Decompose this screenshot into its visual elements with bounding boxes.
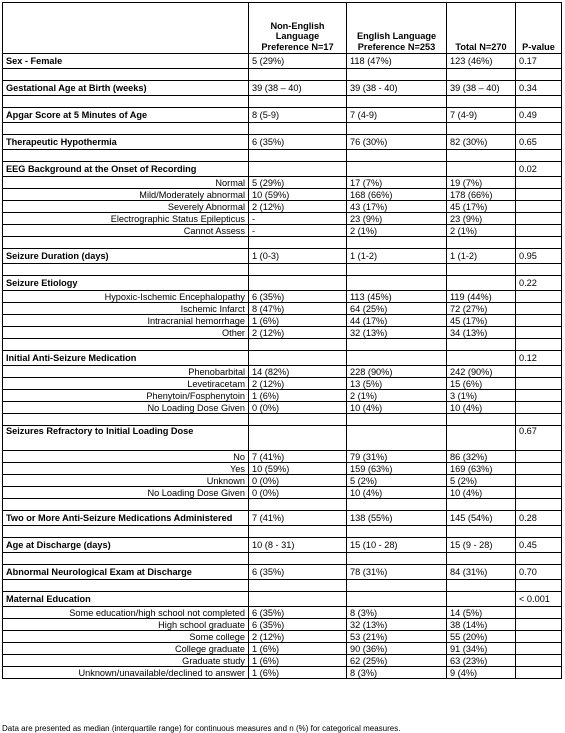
row-label: No Loading Dose Given (3, 402, 249, 414)
empty-cell (447, 96, 516, 108)
empty-cell (347, 499, 447, 511)
english-value: 39 (38 - 40) (347, 81, 447, 96)
p-value (516, 315, 562, 327)
spacer-row (3, 264, 562, 276)
english-value: 10 (4%) (347, 487, 447, 499)
non-english-value: 7 (41%) (249, 511, 347, 526)
total-value: 15 (9 - 28) (447, 538, 516, 553)
non-english-value: 1 (6%) (249, 655, 347, 667)
table-row (3, 162, 562, 177)
non-english-value: 14 (82%) (249, 366, 347, 378)
total-value: 2 (1%) (447, 225, 516, 237)
p-value: 0.67 (516, 426, 562, 451)
row-label: Seizure Duration (days) (3, 249, 249, 264)
p-value (516, 402, 562, 414)
table-container (2, 2, 562, 679)
table-row (3, 619, 562, 631)
empty-cell (3, 499, 249, 511)
row-label: Phenobarbital (3, 366, 249, 378)
total-value: 178 (66%) (447, 189, 516, 201)
header-row (3, 3, 562, 54)
table-row (3, 475, 562, 487)
empty-cell (447, 580, 516, 592)
table-row (3, 303, 562, 315)
p-value: 0.28 (516, 511, 562, 526)
header-non-english: Non-English Language Preference N=17 (249, 3, 347, 54)
english-value: 2 (1%) (347, 225, 447, 237)
empty-cell (3, 580, 249, 592)
non-english-value: 5 (29%) (249, 54, 347, 69)
empty-cell (516, 580, 562, 592)
total-value: 10 (4%) (447, 487, 516, 499)
non-english-value: 6 (35%) (249, 619, 347, 631)
table-row (3, 463, 562, 475)
english-value: 159 (63%) (347, 463, 447, 475)
row-label: Initial Anti-Seizure Medication (3, 351, 249, 366)
english-value: 8 (3%) (347, 667, 447, 679)
english-value: 118 (47%) (347, 54, 447, 69)
row-label: Normal (3, 177, 249, 189)
demographics-table (2, 2, 562, 679)
empty-cell (347, 339, 447, 351)
p-value: 0.70 (516, 565, 562, 580)
empty-cell (3, 96, 249, 108)
non-english-value: 2 (12%) (249, 378, 347, 390)
table-row (3, 451, 562, 463)
row-label: Seizures Refractory to Initial Loading Dose (3, 426, 249, 451)
total-value: 3 (1%) (447, 390, 516, 402)
english-value: 79 (31%) (347, 451, 447, 463)
row-label: Apgar Score at 5 Minutes of Age (3, 108, 249, 123)
non-english-value: 10 (8 - 31) (249, 538, 347, 553)
table-row (3, 351, 562, 366)
english-value (347, 592, 447, 607)
english-value (347, 276, 447, 291)
table-row (3, 366, 562, 378)
p-value (516, 225, 562, 237)
english-value: 113 (45%) (347, 291, 447, 303)
p-value (516, 487, 562, 499)
non-english-value: 2 (12%) (249, 631, 347, 643)
total-value: 34 (13%) (447, 327, 516, 339)
english-value: 64 (25%) (347, 303, 447, 315)
spacer-row (3, 237, 562, 249)
non-english-value: 2 (12%) (249, 327, 347, 339)
english-value: 8 (3%) (347, 607, 447, 619)
non-english-value: 5 (29%) (249, 177, 347, 189)
p-value (516, 390, 562, 402)
empty-cell (3, 526, 249, 538)
empty-cell (516, 123, 562, 135)
table-row (3, 631, 562, 643)
row-label: College graduate (3, 643, 249, 655)
table-row (3, 54, 562, 69)
table-row (3, 643, 562, 655)
row-label: Other (3, 327, 249, 339)
table-row (3, 511, 562, 526)
spacer-row (3, 499, 562, 511)
non-english-value (249, 426, 347, 451)
spacer-row (3, 526, 562, 538)
english-value: 90 (36%) (347, 643, 447, 655)
empty-cell (347, 553, 447, 565)
empty-cell (516, 414, 562, 426)
table-row (3, 225, 562, 237)
spacer-row (3, 580, 562, 592)
p-value: 0.95 (516, 249, 562, 264)
english-value: 7 (4-9) (347, 108, 447, 123)
row-label: Unknown/unavailable/declined to answer (3, 667, 249, 679)
non-english-value (249, 592, 347, 607)
p-value (516, 378, 562, 390)
empty-cell (516, 69, 562, 81)
empty-cell (3, 264, 249, 276)
english-value: 76 (30%) (347, 135, 447, 150)
table-row (3, 402, 562, 414)
empty-cell (347, 96, 447, 108)
table-row (3, 81, 562, 96)
empty-cell (447, 237, 516, 249)
spacer-row (3, 96, 562, 108)
non-english-value: 8 (5-9) (249, 108, 347, 123)
p-value (516, 475, 562, 487)
empty-cell (249, 526, 347, 538)
row-label: Gestational Age at Birth (weeks) (3, 81, 249, 96)
row-label: Intracranial hemorrhage (3, 315, 249, 327)
row-label: Some education/high school not completed (3, 607, 249, 619)
empty-cell (3, 150, 249, 162)
empty-cell (249, 96, 347, 108)
total-value: 9 (4%) (447, 667, 516, 679)
spacer-row (3, 553, 562, 565)
empty-cell (516, 150, 562, 162)
english-value: 32 (13%) (347, 619, 447, 631)
p-value (516, 619, 562, 631)
table-row (3, 291, 562, 303)
empty-cell (347, 414, 447, 426)
row-label: Hypoxic-Ischemic Encephalopathy (3, 291, 249, 303)
table-row (3, 108, 562, 123)
table-row (3, 426, 562, 451)
empty-cell (3, 339, 249, 351)
total-value: 14 (5%) (447, 607, 516, 619)
table-row (3, 538, 562, 553)
row-label: Severely Abnormal (3, 201, 249, 213)
row-label: Sex - Female (3, 54, 249, 69)
row-label: Two or More Anti-Seizure Medications Administered (3, 511, 249, 526)
english-value: 228 (90%) (347, 366, 447, 378)
empty-cell (3, 237, 249, 249)
non-english-value (249, 276, 347, 291)
row-label: Unknown (3, 475, 249, 487)
empty-cell (249, 580, 347, 592)
table-row (3, 327, 562, 339)
english-value: 13 (5%) (347, 378, 447, 390)
p-value: 0.49 (516, 108, 562, 123)
empty-cell (516, 339, 562, 351)
non-english-value (249, 351, 347, 366)
p-value: 0.22 (516, 276, 562, 291)
empty-cell (249, 150, 347, 162)
table-row (3, 249, 562, 264)
english-value: 2 (1%) (347, 390, 447, 402)
p-value (516, 201, 562, 213)
empty-cell (3, 414, 249, 426)
english-value: 62 (25%) (347, 655, 447, 667)
table-row (3, 390, 562, 402)
non-english-value: 7 (41%) (249, 451, 347, 463)
total-value: 119 (44%) (447, 291, 516, 303)
empty-cell (249, 237, 347, 249)
total-value (447, 276, 516, 291)
total-value: 145 (54%) (447, 511, 516, 526)
p-value (516, 327, 562, 339)
english-value: 5 (2%) (347, 475, 447, 487)
empty-cell (347, 123, 447, 135)
total-value: 38 (14%) (447, 619, 516, 631)
spacer-row (3, 339, 562, 351)
non-english-value: 1 (6%) (249, 390, 347, 402)
empty-cell (249, 264, 347, 276)
row-label: Phenytoin/Fosphenytoin (3, 390, 249, 402)
row-label: Mild/Moderately abnormal (3, 189, 249, 201)
p-value (516, 303, 562, 315)
english-value: 168 (66%) (347, 189, 447, 201)
row-label: High school graduate (3, 619, 249, 631)
total-value: 10 (4%) (447, 402, 516, 414)
total-value: 1 (1-2) (447, 249, 516, 264)
empty-cell (516, 499, 562, 511)
row-label: Abnormal Neurological Exam at Discharge (3, 565, 249, 580)
english-value: 53 (21%) (347, 631, 447, 643)
empty-cell (249, 553, 347, 565)
table-row (3, 607, 562, 619)
total-value: 169 (63%) (447, 463, 516, 475)
row-label: Age at Discharge (days) (3, 538, 249, 553)
non-english-value: 1 (6%) (249, 315, 347, 327)
p-value: < 0.001 (516, 592, 562, 607)
non-english-value: - (249, 213, 347, 225)
empty-cell (447, 499, 516, 511)
row-label: Levetiracetam (3, 378, 249, 390)
english-value: 78 (31%) (347, 565, 447, 580)
row-label: Therapeutic Hypothermia (3, 135, 249, 150)
empty-cell (447, 264, 516, 276)
empty-cell (447, 553, 516, 565)
row-label: Cannot Assess (3, 225, 249, 237)
empty-cell (249, 414, 347, 426)
row-label: Yes (3, 463, 249, 475)
table-row (3, 177, 562, 189)
total-value: 63 (23%) (447, 655, 516, 667)
non-english-value (249, 162, 347, 177)
non-english-value: 6 (35%) (249, 607, 347, 619)
total-value: 242 (90%) (447, 366, 516, 378)
english-value: 10 (4%) (347, 402, 447, 414)
non-english-value: - (249, 225, 347, 237)
empty-cell (447, 150, 516, 162)
empty-cell (447, 414, 516, 426)
table-row (3, 667, 562, 679)
spacer-row (3, 69, 562, 81)
row-label: No (3, 451, 249, 463)
total-value (447, 592, 516, 607)
english-value (347, 351, 447, 366)
english-value: 1 (1-2) (347, 249, 447, 264)
table-row (3, 213, 562, 225)
p-value: 0.65 (516, 135, 562, 150)
total-value: 19 (7%) (447, 177, 516, 189)
non-english-value: 10 (59%) (249, 189, 347, 201)
total-value: 7 (4-9) (447, 108, 516, 123)
non-english-value: 6 (35%) (249, 135, 347, 150)
p-value (516, 631, 562, 643)
empty-cell (516, 96, 562, 108)
empty-cell (347, 150, 447, 162)
p-value (516, 667, 562, 679)
non-english-value: 8 (47%) (249, 303, 347, 315)
english-value: 44 (17%) (347, 315, 447, 327)
empty-cell (347, 69, 447, 81)
non-english-value: 10 (59%) (249, 463, 347, 475)
empty-cell (447, 123, 516, 135)
table-row (3, 378, 562, 390)
table-row (3, 592, 562, 607)
empty-cell (249, 339, 347, 351)
row-label: Some college (3, 631, 249, 643)
empty-cell (447, 526, 516, 538)
non-english-value: 1 (6%) (249, 667, 347, 679)
english-value: 138 (55%) (347, 511, 447, 526)
english-value (347, 162, 447, 177)
total-value: 82 (30%) (447, 135, 516, 150)
non-english-value: 6 (35%) (249, 565, 347, 580)
total-value: 5 (2%) (447, 475, 516, 487)
total-value (447, 351, 516, 366)
table-row (3, 276, 562, 291)
english-value: 23 (9%) (347, 213, 447, 225)
p-value (516, 607, 562, 619)
total-value: 123 (46%) (447, 54, 516, 69)
table-row (3, 655, 562, 667)
empty-cell (3, 553, 249, 565)
empty-cell (347, 237, 447, 249)
total-value: 91 (34%) (447, 643, 516, 655)
header-p-value: P-value (516, 3, 562, 54)
row-label: Seizure Etiology (3, 276, 249, 291)
empty-cell (249, 69, 347, 81)
table-row (3, 487, 562, 499)
empty-cell (516, 237, 562, 249)
p-value (516, 463, 562, 475)
row-label: Maternal Education (3, 592, 249, 607)
non-english-value: 2 (12%) (249, 201, 347, 213)
non-english-value: 39 (38 – 40) (249, 81, 347, 96)
table-row (3, 315, 562, 327)
row-label: EEG Background at the Onset of Recording (3, 162, 249, 177)
empty-cell (3, 123, 249, 135)
row-label: Ischemic Infarct (3, 303, 249, 315)
empty-cell (249, 123, 347, 135)
p-value: 0.45 (516, 538, 562, 553)
p-value: 0.17 (516, 54, 562, 69)
empty-cell (249, 499, 347, 511)
p-value: 0.12 (516, 351, 562, 366)
p-value (516, 189, 562, 201)
p-value (516, 213, 562, 225)
p-value: 0.34 (516, 81, 562, 96)
non-english-value: 0 (0%) (249, 402, 347, 414)
total-value: 72 (27%) (447, 303, 516, 315)
header-blank (3, 3, 249, 54)
total-value: 55 (20%) (447, 631, 516, 643)
p-value (516, 177, 562, 189)
non-english-value: 0 (0%) (249, 475, 347, 487)
english-value: 43 (17%) (347, 201, 447, 213)
empty-cell (516, 264, 562, 276)
table-row (3, 201, 562, 213)
total-value (447, 162, 516, 177)
p-value: 0.02 (516, 162, 562, 177)
empty-cell (447, 339, 516, 351)
total-value (447, 426, 516, 451)
table-row (3, 135, 562, 150)
header-english: English Language Preference N=253 (347, 3, 447, 54)
row-label: Graduate study (3, 655, 249, 667)
header-total: Total N=270 (447, 3, 516, 54)
empty-cell (516, 553, 562, 565)
english-value: 32 (13%) (347, 327, 447, 339)
spacer-row (3, 414, 562, 426)
empty-cell (447, 69, 516, 81)
english-value (347, 426, 447, 451)
empty-cell (347, 526, 447, 538)
empty-cell (347, 580, 447, 592)
total-value: 45 (17%) (447, 201, 516, 213)
p-value (516, 291, 562, 303)
footnote: Data are presented as median (interquartile range) for continuous measures and n (%) for categorical measures. (2, 724, 401, 733)
p-value (516, 451, 562, 463)
empty-cell (347, 264, 447, 276)
non-english-value: 1 (6%) (249, 643, 347, 655)
row-label: No Loading Dose Given (3, 487, 249, 499)
english-value: 15 (10 - 28) (347, 538, 447, 553)
non-english-value: 0 (0%) (249, 487, 347, 499)
spacer-row (3, 150, 562, 162)
total-value: 15 (6%) (447, 378, 516, 390)
total-value: 23 (9%) (447, 213, 516, 225)
total-value: 84 (31%) (447, 565, 516, 580)
non-english-value: 1 (0-3) (249, 249, 347, 264)
spacer-row (3, 123, 562, 135)
empty-cell (516, 526, 562, 538)
empty-cell (3, 69, 249, 81)
p-value (516, 366, 562, 378)
table-row (3, 565, 562, 580)
p-value (516, 643, 562, 655)
table-row (3, 189, 562, 201)
total-value: 86 (32%) (447, 451, 516, 463)
table-body (3, 54, 562, 679)
p-value (516, 655, 562, 667)
english-value: 17 (7%) (347, 177, 447, 189)
total-value: 39 (38 – 40) (447, 81, 516, 96)
total-value: 45 (17%) (447, 315, 516, 327)
non-english-value: 6 (35%) (249, 291, 347, 303)
row-label: Electrographic Status Epilepticus (3, 213, 249, 225)
